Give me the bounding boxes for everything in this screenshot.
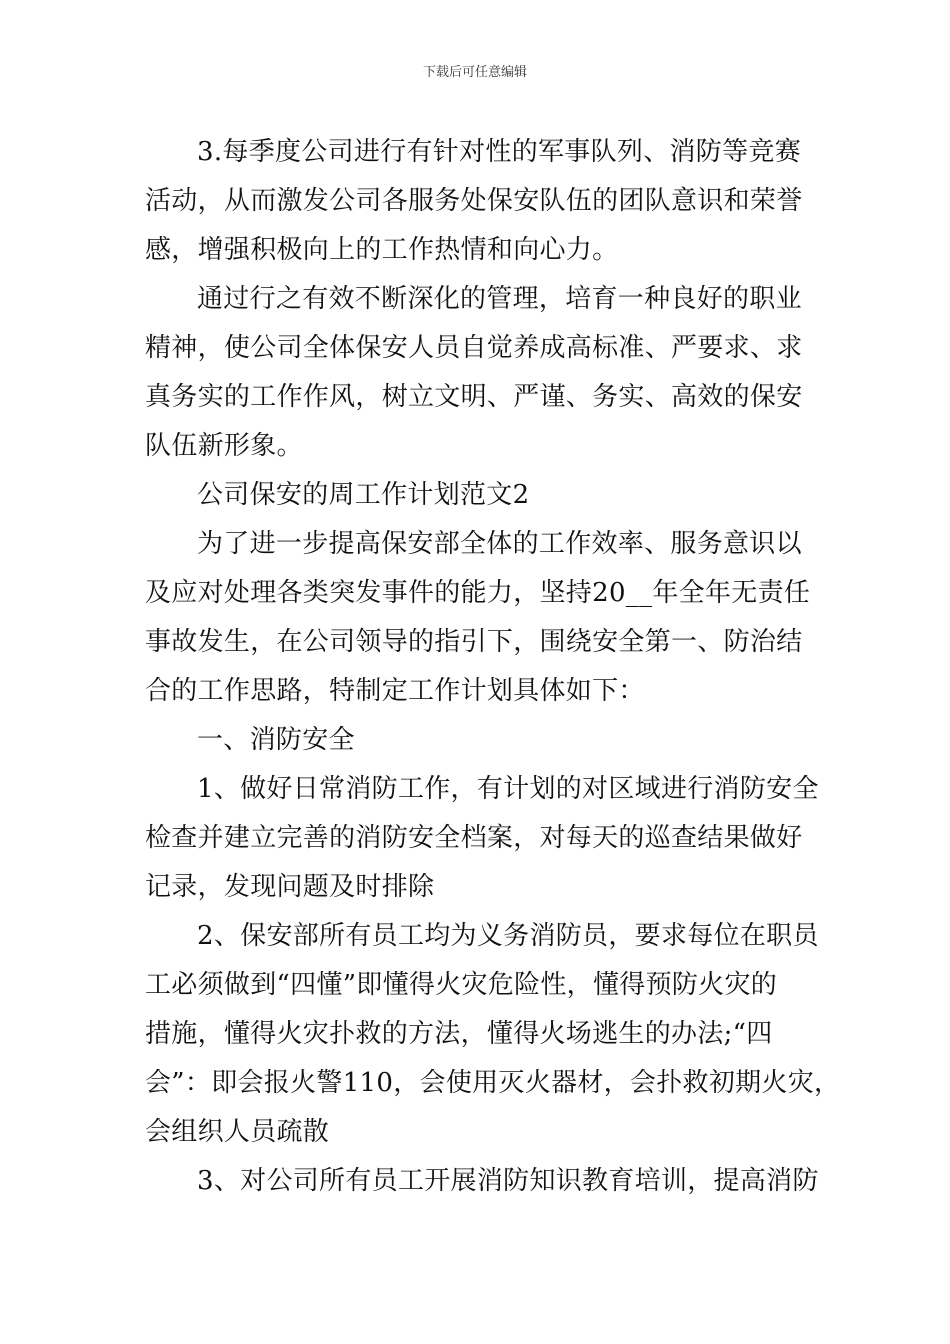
paragraph-line: 会”：即会报火警110，会使用灭火器材，会扑救初期火灾， [145, 1068, 841, 1098]
paragraph-line: 1、做好日常消防工作，有计划的对区域进行消防安全 [197, 774, 819, 804]
paragraph-line: 精神，使公司全体保安人员自觉养成高标准、严要求、求 [145, 333, 803, 363]
paragraph-line: 及应对处理各类突发事件的能力，坚持20__年全年无责任 [145, 578, 811, 608]
paragraph-line: 3、对公司所有员工开展消防知识教育培训，提高消防 [197, 1166, 819, 1196]
paragraph-line: 措施，懂得火灾扑救的方法，懂得火场逃生的办法;“四 [145, 1019, 773, 1049]
paragraph-line: 检查并建立完善的消防安全档案，对每天的巡查结果做好 [145, 823, 803, 853]
paragraph-line: 为了进一步提高保安部全体的工作效率、服务意识以 [197, 529, 802, 559]
paragraph-line: 会组织人员疏散 [145, 1117, 330, 1147]
paragraph-line: 真务实的工作作风，树立文明、严谨、务实、高效的保安 [145, 382, 803, 412]
section-title: 公司保安的周工作计划范文2 [197, 480, 530, 510]
subsection-heading: 一、消防安全 [197, 725, 355, 755]
paragraph-line: 工必须做到“四懂”即懂得火灾危险性，懂得预防火灾的 [145, 970, 778, 1000]
paragraph-line: 3.每季度公司进行有针对性的军事队列、消防等竞赛 [197, 137, 802, 167]
paragraph-line: 感，增强积极向上的工作热情和向心力。 [145, 235, 619, 265]
document-body [145, 128, 841, 1206]
paragraph-line: 事故发生，在公司领导的指引下，围绕安全第一、防治结 [145, 627, 803, 657]
paragraph-line: 记录，发现问题及时排除 [145, 872, 435, 902]
paragraph-line: 合的工作思路，特制定工作计划具体如下： [145, 676, 645, 706]
paragraph-line: 2、保安部所有员工均为义务消防员，要求每位在职员 [197, 921, 819, 951]
header-note: 下载后可任意编辑 [422, 65, 527, 80]
paragraph-line: 队伍新形象。 [145, 431, 303, 461]
paragraph-line: 通过行之有效不断深化的管理，培育一种良好的职业 [197, 284, 802, 314]
paragraph-line: 活动，从而激发公司各服务处保安队伍的团队意识和荣誉 [145, 186, 803, 216]
